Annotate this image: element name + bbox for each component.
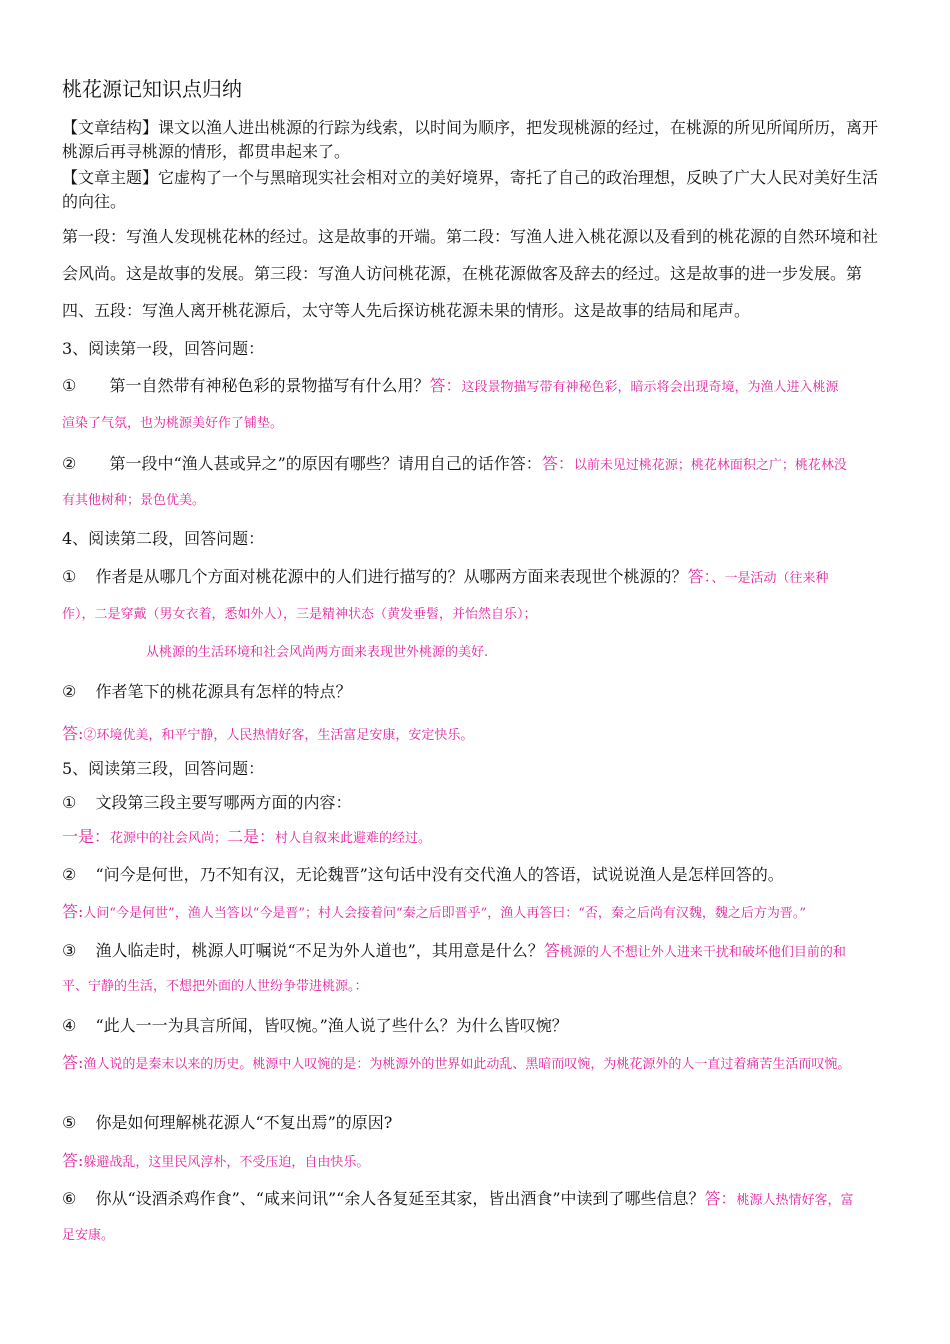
q5-item-4-question: “此人一一为具言所闻，皆叹惋。”渔人说了些什么？为什么皆叹惋？: [95, 1016, 568, 1035]
q3-item-1: [62, 367, 892, 406]
q4-item-1-answer-line3: 从桃源的生活环境和社会风尚两方面来表现世外桃源的美好.: [146, 645, 489, 660]
q5-item-5-answer: [62, 1148, 892, 1176]
q3-item-2-answer-line2: 有其他树种；景色优美。: [62, 493, 206, 508]
structure-paragraph: [62, 116, 892, 164]
theme-text: 它虚构了一个与黑暗现实社会相对立的美好境界，寄托了自己的政治理想，反映了广大人民对美好生活的向往。: [62, 168, 879, 211]
q5-item-6-question: 你从“设酒杀鸡作食”、“咸来问讯”“余人各复延至其家，皆出酒食”中读到了哪些信息？: [95, 1189, 705, 1208]
q5-item-3-answer-line1: 桃源的人不想让外人进来干扰和破坏他们目前的和: [559, 945, 846, 960]
q4-item-2-question: 作者笔下的桃花源具有怎样的特点？: [95, 682, 352, 701]
q4-item-1-answer-line1: 、一是活动（往来种: [711, 571, 829, 586]
q3-item-2-answer-line1: 以前未见过桃花源；桃花林面积之广；桃花林没: [573, 458, 847, 473]
q5-item-5-answer-label: 答:: [62, 1151, 84, 1170]
q5-item-1-question: 文段第三段主要写哪两方面的内容：: [95, 793, 352, 812]
document-title: 桃花源记知识点归纳: [62, 77, 242, 101]
q3-item-2-answer-label: 答：: [541, 454, 574, 473]
q5-item-2-answer: [62, 899, 892, 927]
q4-item-2-marker: ②: [62, 682, 77, 701]
q5-item-5-question: 你是如何理解桃花源人“不复出焉”的原因?: [95, 1113, 393, 1132]
q5-item-1-answer-part2: 村人自叙来此避难的经过。: [275, 831, 432, 846]
structure-label: 【文章结构】: [62, 118, 159, 137]
q5-item-2-marker: ②: [62, 865, 77, 884]
q5-item-3-question: 渔人临走时，桃源人叮嘱说“不足为外人道也”，其用意是什么？: [95, 941, 544, 960]
q5-item-5-answer-text: 躲避战乱，这里民风淳朴，不受压迫，自由快乐。: [83, 1155, 370, 1170]
q5-item-2-question: “问今是何世，乃不知有汉，无论魏晋”这句话中没有交代渔人的答语，试说说渔人是怎样回答的。: [95, 865, 784, 884]
theme-label: 【文章主题】: [62, 168, 159, 187]
q5-item-1: [62, 784, 892, 821]
q3-item-1-answer-label: 答：: [429, 376, 462, 395]
q3-item-1-marker: ①: [62, 376, 77, 395]
q4-item-1-answer-label: 答：: [687, 567, 712, 586]
q4-item-1: [62, 558, 892, 597]
q5-item-3-answer-label: 答: [543, 941, 560, 960]
q5-item-6: [62, 1180, 892, 1219]
q3-item-2-question: 第一段中“渔人甚或异之”的原因有哪些？请用自己的话作答：: [109, 454, 542, 473]
q5-item-6-answer-label: 答：: [704, 1189, 737, 1208]
q3-item-2: [62, 445, 892, 484]
q5-item-2-answer-label: 答:: [62, 902, 84, 921]
q5-item-6-marker: ⑥: [62, 1189, 77, 1208]
q5-item-4-answer-text: 渔人说的是秦末以来的历史。桃源中人叹惋的是：为桃源外的世界如此动乱、黑暗而叹惋，为桃花源外的人一直过着痛苦生活而叹惋。: [83, 1057, 851, 1072]
q3-item-2-marker: ②: [62, 454, 77, 473]
q5-heading: 5、阅读第三段，回答问题：: [62, 759, 265, 778]
q3-item-1-answer-line1: 这段景物描写带有神秘色彩，暗示将会出现奇境，为渔人进入桃源: [461, 380, 839, 395]
q5-item-6-answer-line2: 足安康。: [62, 1228, 115, 1243]
theme-paragraph: [62, 166, 892, 214]
q3-heading: 3、阅读第一段，回答问题：: [62, 339, 265, 358]
q5-item-4-marker: ④: [62, 1016, 77, 1035]
q5-item-1-marker: ①: [62, 793, 77, 812]
q5-item-2: [62, 856, 892, 893]
q5-item-1-answer-label: 一是：: [62, 827, 111, 846]
q4-item-2-answer-label: 答:: [62, 724, 84, 743]
q3-item-1-answer-line2: 渲染了气氛，也为桃源美好作了铺垫。: [62, 416, 284, 431]
q5-item-4-answer: [62, 1052, 892, 1076]
q5-item-1-answer-part1: 花源中的社会风尚；: [110, 831, 228, 846]
q5-item-3-marker: ③: [62, 941, 77, 960]
q3-item-1-question: 第一自然带有神秘色彩的景物描写有什么用？: [109, 376, 430, 395]
q5-item-1-answer: [62, 824, 892, 852]
q4-heading: 4、阅读第二段，回答问题：: [62, 529, 265, 548]
structure-text: 课文以渔人进出桃源的行踪为线索，以时间为顺序，把发现桃源的经过，在桃源的所见所闻所历，离开桃源后再寻桃源的情形，都贯串起来了。: [62, 118, 879, 161]
q5-item-5-marker: ⑤: [62, 1113, 77, 1132]
q5-item-3-answer-line2: 平、宁静的生活，不想把外面的人世纷争带进桃源。：: [62, 979, 368, 994]
q5-item-1-answer-label2: 二是：: [227, 827, 276, 846]
q4-item-1-marker: ①: [62, 567, 77, 586]
q4-item-2-answer-text: ②环境优美，和平宁静，人民热情好客，生活富足安康，安定快乐。: [83, 728, 474, 743]
q5-item-3: [62, 932, 892, 971]
q5-item-6-answer-line1: 桃源人热情好客，富: [736, 1193, 854, 1208]
q4-item-2: [62, 673, 892, 710]
q5-item-5: [62, 1104, 892, 1141]
q4-item-1-question: 作者是从哪几个方面对桃花源中的人们进行描写的？从哪两方面来表现世个桃源的？: [95, 567, 688, 586]
sections-paragraph: 第一段：写渔人发现桃花林的经过。这是故事的开端。第二段：写渔人进入桃花源以及看到的桃花源的自然环境和社会风尚。这是故事的发展。第三段：写渔人访问桃花源，在桃花源做客及辞去的经过。这是故事的进一步发展。第四、五段：写渔人离开桃花源后，太守等人先后探访桃花源未果的情形。这是故事的结局和尾声。: [62, 227, 879, 320]
q5-item-4: [62, 1007, 892, 1044]
q4-item-1-answer-line2: 作），二是穿戴（男女衣着，悉如外人），三是精神状态（黄发垂髫，并怡然自乐）；: [62, 607, 537, 622]
q4-item-2-answer: [62, 721, 892, 749]
q5-item-4-answer-label: 答:: [62, 1053, 84, 1072]
q5-item-2-answer-text: 人问“今是何世”，渔人当答以“今是晋”；村人会接着问“秦之后即晋乎”，渔人再答曰：“否，秦之后尚有汉魏，魏之后方为晋。”: [83, 906, 807, 921]
